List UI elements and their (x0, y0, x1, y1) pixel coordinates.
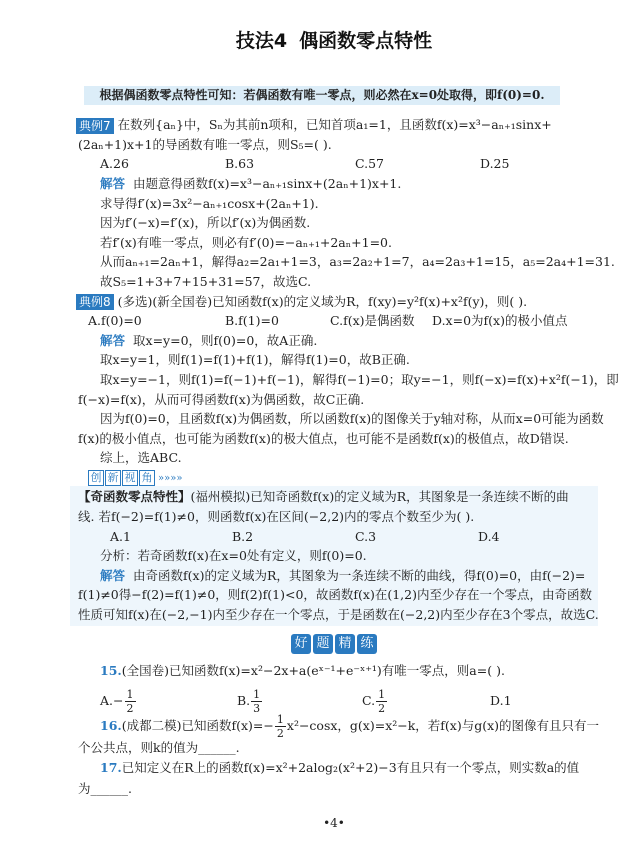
option-c: C.f(x)是偶函数 (330, 313, 415, 329)
option-a: A.1 (110, 528, 131, 544)
option-label: C. (362, 693, 376, 708)
example7-badge: 典例7 (76, 118, 114, 134)
page-number: •4• (323, 816, 345, 830)
banner-char: 练 (357, 634, 377, 654)
option-c: C.3 (355, 528, 377, 544)
answer-label: 解答 (100, 567, 126, 583)
example7-stem-text: (2aₙ+1)x+1的导函数有唯一零点，则S₅=( ). (78, 136, 332, 152)
option-b: B.63 (225, 156, 255, 172)
innovation-stem-line2 (0, 507, 640, 527)
problem-16-line2: 个公共点，则k的值为______. (78, 740, 240, 755)
option-c: C.57 (355, 156, 384, 172)
answer-label: 解答 (100, 332, 126, 348)
example8-stem-text: (多选)(新全国卷)已知函数f(x)的定义域为R，f(xy)=y²f(x)+x²f(y)，则( ). (117, 293, 528, 309)
denominator: 2 (378, 702, 386, 715)
innovation-stem-text: (福州模拟)已知奇函数f(x)的定义域为R，其图象是一条连续不断的曲 (190, 489, 569, 505)
answer-label: 解答 (100, 175, 126, 191)
innovation-stem-text: 线. 若f(−2)=f(1)≠0，则函数f(x)在区间(−2,2)内的零点个数至少为( ). (78, 509, 475, 525)
option-c (362, 688, 388, 714)
double-arrow-icon: »»»» (158, 472, 183, 484)
problem-text: (成都二模)已知函数f(x)=− (121, 718, 274, 733)
innovation-analysis (0, 546, 640, 566)
solution-text: f(x)的极小值点，也可能为函数f(x)的极大值点，也可能不是函数f(x)的极值点，故D错误. (78, 430, 569, 446)
innovation-tag-char: 新 (105, 470, 121, 486)
fraction (251, 689, 262, 714)
solution-text: 由题意得函数f(x)=x³−aₙ₊₁sinx+(2aₙ+1)x+1. (133, 175, 402, 191)
problem-number: 16. (100, 718, 122, 733)
solution-text: 因为f(0)=0，且函数f(x)为偶函数，所以函数f(x)的图像关于y轴对称，从而x=0可能为函数 (100, 411, 604, 427)
solution-text: f(1)≠0得−f(2)=f(1)≠0，则f(2)f(1)<0，故函数f(x)在(1,2)内至少存在一个零点，由奇函数 (78, 587, 592, 603)
example7-solution-line (0, 233, 640, 253)
problem-text: x²−cosx，g(x)=x²−k，若f(x)与g(x)的图像有且只有一 (286, 718, 600, 733)
solution-text: 故S₅=1+3+7+15+31=57，故选C. (100, 273, 312, 289)
option-label: D. (490, 693, 504, 708)
option-b (237, 688, 263, 714)
example8-options (0, 311, 640, 331)
example8-solution-line (0, 429, 640, 449)
example7-stem-line1 (0, 115, 640, 135)
example8-solution-line (0, 350, 640, 370)
fraction (125, 689, 136, 714)
problem-17 (100, 758, 579, 778)
example7-solution-line (0, 272, 640, 292)
fraction (376, 689, 387, 714)
solution-text: 从而aₙ₊₁=2aₙ+1，解得a₂=2a₁+1=3，a₃=2a₂+1=7，a₄=2a₃+1=15，a₅=2a₄+1=31. (100, 254, 615, 270)
banner-char: 好 (291, 634, 311, 654)
option-b: B.f(1)=0 (225, 313, 279, 329)
numerator: 1 (253, 688, 261, 701)
option-a (100, 688, 137, 714)
practice-banner (234, 634, 434, 654)
innovation-stem-line1 (0, 487, 640, 507)
innovation-tag-char: 视 (122, 470, 138, 486)
problem-number: 17. (100, 760, 122, 775)
solution-text: 由奇函数f(x)的定义域为R，其图象为一条连续不断的曲线，得f(0)=0，由f(−2)= (133, 567, 586, 583)
fraction (275, 714, 286, 739)
example8-solution-line (0, 370, 640, 390)
solution-text: 取x=y=1，则f(1)=f(1)+f(1)，解得f(1)=0，故B正确. (100, 352, 410, 368)
solution-text: 性质可知f(x)在(−2,−1)内至少存在一个零点，于是函数在(−2,2)内至少存在3个零点，故选C. (78, 607, 599, 623)
option-label: A. (100, 693, 114, 708)
technique-label: 技法4 (235, 30, 288, 52)
option-label: B. (237, 693, 251, 708)
example8-solution-line (0, 448, 640, 468)
solution-text: 取x=y=0，则f(0)=0，故A正确. (133, 332, 318, 348)
denominator: 2 (126, 702, 134, 715)
solution-text: 因为f′(−x)=f′(x)，所以f′(x)为偶函数. (100, 215, 311, 231)
numerator: 1 (126, 688, 134, 701)
innovation-solution-line (0, 585, 640, 605)
option-a: A.f(0)=0 (88, 313, 142, 329)
option-b: B.2 (232, 528, 254, 544)
example7-solution-line (0, 194, 640, 214)
innovation-tag-char: 创 (88, 470, 104, 486)
example8-stem (0, 292, 640, 312)
intro-highlight: 根据偶函数零点特性可知：若偶函数有唯一零点，则必然在x=0处取得，即f(0)=0. (84, 86, 560, 105)
example8-badge: 典例8 (76, 294, 114, 310)
solution-text: 取x=y=−1，则f(1)=f(−1)+f(−1)，解得f(−1)=0；取y=−1，则f(−x)=f(x)+x²f(−1)，即 (100, 371, 619, 387)
banner-char: 题 (313, 634, 333, 654)
example7-solution-line (0, 213, 640, 233)
example8-solution-line (0, 390, 640, 410)
innovation-options (0, 527, 640, 547)
option-value: 1 (503, 693, 512, 708)
example7-options (0, 154, 640, 174)
main-content (0, 115, 640, 624)
option-d: D.x=0为f(x)的极小值点 (432, 313, 568, 329)
solution-text: f(−x)=f(x)，从而可得函数f(x)为偶函数，故C正确. (78, 391, 365, 407)
banner-char: 精 (335, 634, 355, 654)
option-d (490, 688, 512, 714)
option-d: D.25 (480, 156, 510, 172)
innovation-solution-line (0, 566, 640, 586)
innovation-tag-char: 角 (139, 470, 155, 486)
problem-text: 已知定义在R上的函数f(x)=x²+2alog₂(x²+2)−3有且只有一个零点，则实数a的值 (121, 760, 580, 775)
innovation-topic: 【奇函数零点特性】 (78, 489, 191, 505)
solution-text: 综上，选ABC. (100, 450, 182, 466)
example7-solution-line (0, 174, 640, 194)
problem-17-line2: 为______. (78, 781, 132, 796)
example7-solution-line (0, 252, 640, 272)
option-sign: − (113, 693, 124, 708)
example7-stem-text: 在数列{aₙ}中，Sₙ为其前n项和，已知首项a₁=1，且函数f(x)=x³−aₙ₊₁sinx+ (117, 117, 552, 133)
solution-text: 求导得f′(x)=3x²−aₙ₊₁cosx+(2aₙ+1). (100, 195, 319, 211)
problem-text: (全国卷)已知函数f(x)=x²−2x+a(eˣ⁻¹+e⁻ˣ⁺¹)有唯一零点，则a=( ). (121, 663, 505, 678)
innovation-solution-line (0, 605, 640, 625)
option-a: A.26 (100, 156, 129, 172)
problem-16 (100, 714, 599, 738)
numerator: 1 (378, 688, 386, 701)
example7-stem-line2 (0, 135, 640, 155)
innovation-tag (0, 468, 640, 488)
technique-name: 偶函数零点特性 (299, 30, 433, 52)
solution-text: 若f′(x)有唯一零点，则必有f′(0)=−aₙ₊₁+2aₙ+1=0. (100, 234, 392, 250)
example8-solution-line (0, 409, 640, 429)
problem-number: 15. (100, 663, 122, 678)
denominator: 3 (253, 702, 261, 715)
problem-15 (100, 661, 505, 681)
denominator: 2 (276, 727, 284, 740)
analysis-text: 分析：若奇函数f(x)在x=0处有定义，则f(0)=0. (100, 548, 367, 564)
example8-solution-line (0, 331, 640, 351)
numerator: 1 (276, 713, 284, 726)
page-title (134, 26, 534, 53)
option-d: D.4 (478, 528, 500, 544)
